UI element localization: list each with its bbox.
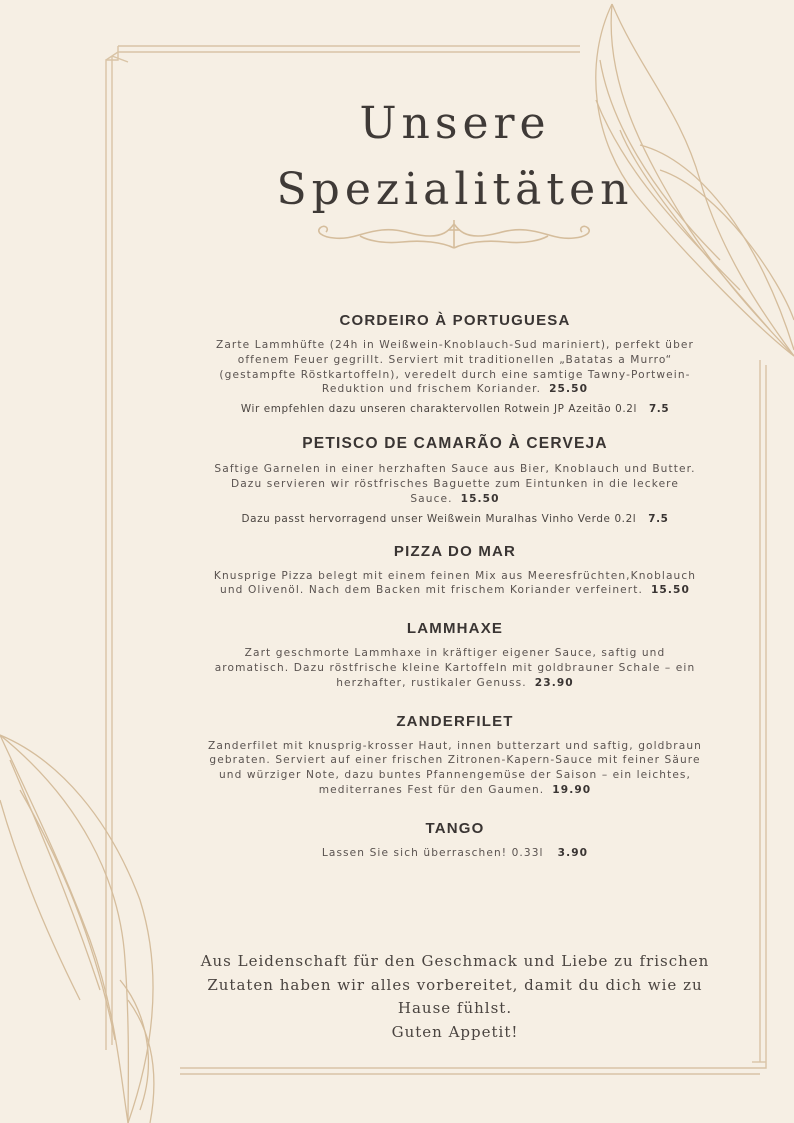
menu-item — [200, 713, 710, 798]
dish-description: Zanderfilet mit knusprig-krosser Haut, innen butterzart und saftig, goldbraun gebraten. Serviert auf einer frischen Zitronen-Kapern-Sauce mit feiner Säure und würziger Note, dazu buntes Pfannengemüse der Saison – ein leichtes, mediterranes Fest für den Gaumen. 19.90 — [208, 739, 702, 796]
dish-name: LAMMHAXE — [406, 620, 504, 638]
wine-recommendation: Wir empfehlen dazu unseren charaktervollen Rotwein JP Azeitão 0.2l 7.5 — [240, 403, 670, 416]
dish-price: 25.50 — [549, 383, 589, 396]
dish-name: ZANDERFILET — [396, 712, 514, 730]
dish-description: Knusprige Pizza belegt mit einem feinen Mix aus Meeresfrüchten,Knoblauch und Olivenöl. Nach dem Backen mit frischem Koriander verfeinert. 15.50 — [213, 569, 697, 597]
menu-item — [200, 820, 710, 861]
menu-list — [200, 312, 710, 861]
menu-item — [200, 312, 710, 415]
dish-price: 3.90 — [557, 846, 589, 859]
dish-description: Lassen Sie sich überraschen! 0.33l 3.90 — [321, 846, 589, 859]
wine-recommendation: Dazu passt hervorragend unser Weißwein Muralhas Vinho Verde 0.2l 7.5 — [241, 512, 669, 525]
leaf-bottom-left — [0, 735, 154, 1123]
ornament-divider — [312, 218, 596, 252]
page-title-line-2: Spezialitäten — [276, 164, 634, 215]
dish-name: TANGO — [425, 819, 485, 837]
closing-line: Guten Appetit! — [391, 1022, 519, 1041]
closing-line: Zutaten haben wir alles vorbereitet, damit du dich wie zu — [207, 975, 703, 994]
closing-line: Aus Leidenschaft für den Geschmack und Liebe zu frischen — [200, 952, 710, 970]
dish-description: Zart geschmorte Lammhaxe in kräftiger eigener Sauce, saftig und aromatisch. Dazu röstfrische kleine Kartoffeln mit goldbrauner Schale – ein herzhafter, rustikaler Genuss. 23.90 — [214, 647, 696, 689]
menu-item — [200, 620, 710, 690]
dish-price: 19.90 — [552, 783, 592, 796]
menu-item — [200, 543, 710, 599]
dish-price: 15.50 — [650, 584, 690, 597]
dish-name: CORDEIRO À PORTUGUESA — [339, 312, 571, 329]
closing-message — [195, 950, 715, 1044]
dish-name: PETISCO DE CAMARÃO À CERVEJA — [302, 435, 608, 453]
wine-price: 7.5 — [648, 403, 670, 416]
dish-name: PIZZA DO MAR — [393, 542, 517, 560]
dish-description: Zarte Lammhüfte (24h in Weißwein-Knoblauch-Sud mariniert), perfekt über offenem Feuer gegrillt. Serviert mit traditionellen „Batatas a Murro“ (gestampfte Röstkartoffeln), veredelt durch eine samtige Tawny-Portwein-Reduktion und frischem Koriander. 25.50 — [215, 339, 695, 396]
dish-price: 15.50 — [460, 492, 500, 505]
closing-line: Hause fühlst. — [397, 999, 513, 1017]
wine-price: 7.5 — [648, 512, 669, 525]
dish-description: Saftige Garnelen in einer herzhaften Sauce aus Bier, Knoblauch und Butter. Dazu servieren wir röstfrisches Baguette zum Eintunken in die leckere Sauce. 15.50 — [214, 463, 696, 505]
dish-price: 23.90 — [534, 676, 574, 689]
menu-item — [200, 435, 710, 524]
page-title-line-1: Unsere — [359, 98, 551, 149]
